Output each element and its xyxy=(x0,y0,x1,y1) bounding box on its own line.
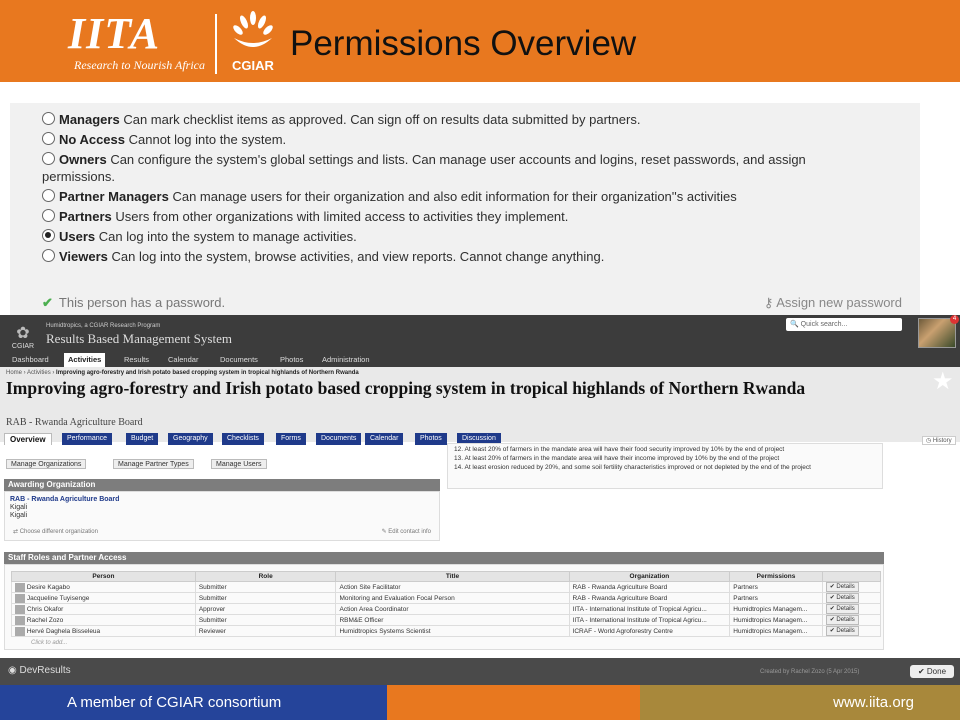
permission-role: Owners xyxy=(59,152,107,167)
tab-checklists[interactable]: Checklists xyxy=(222,433,264,445)
awarding-heading: Awarding Organization xyxy=(4,479,440,491)
column-header: Person xyxy=(12,572,196,582)
slide-footer xyxy=(0,685,960,720)
iita-logo-text: IITA xyxy=(68,9,161,58)
details-button[interactable] xyxy=(826,615,859,625)
radio-button[interactable] xyxy=(42,249,55,262)
details-label: Details xyxy=(836,617,855,623)
staff-perm: Humidtropics Managem... xyxy=(730,615,822,626)
permission-description: Users from other organizations with limited access to activities they implement. xyxy=(115,209,569,224)
details-label: Details xyxy=(836,595,855,601)
slide-header xyxy=(0,0,960,82)
table-row xyxy=(12,593,881,604)
radio-button[interactable] xyxy=(42,209,55,222)
breadcrumb-home[interactable]: Home xyxy=(6,370,23,376)
person-name[interactable]: Desire Kagabo xyxy=(26,583,70,591)
staff-person xyxy=(12,593,196,604)
person-photo xyxy=(15,605,25,614)
manage-button[interactable]: Manage Partner Types xyxy=(113,459,194,469)
quick-search-placeholder: Quick search... xyxy=(800,321,848,328)
cgiar-logo xyxy=(226,10,280,76)
app-footer xyxy=(0,658,960,685)
notification-badge[interactable]: 4 xyxy=(950,315,959,324)
person-name[interactable]: Rachel Zozo xyxy=(26,616,64,624)
permission-option[interactable] xyxy=(42,131,882,148)
permission-role: Viewers xyxy=(59,249,108,264)
staff-role: Submitter xyxy=(195,582,336,593)
radio-button[interactable] xyxy=(42,132,55,145)
checkmark-icon: ✔ xyxy=(829,628,837,634)
tab-performance[interactable]: Performance xyxy=(62,433,112,445)
app-screenshot xyxy=(0,315,960,685)
permission-option[interactable] xyxy=(42,151,882,185)
details-label: Details xyxy=(836,606,855,612)
cgiar-leaf-icon xyxy=(226,10,280,56)
radio-button[interactable] xyxy=(42,112,55,125)
staff-action xyxy=(822,626,880,637)
cgiar-mark-icon: ✿ xyxy=(16,325,30,342)
add-staff-link[interactable]: Click to add... xyxy=(31,640,68,646)
staff-role: Approver xyxy=(195,604,336,615)
permission-option[interactable] xyxy=(42,208,882,225)
key-icon: ⚷ xyxy=(763,295,777,310)
staff-org: ICRAF - World Agroforestry Centre xyxy=(569,626,730,637)
staff-person xyxy=(12,604,196,615)
permission-role: Partner Managers xyxy=(59,189,169,204)
choose-org-link[interactable] xyxy=(13,528,98,535)
details-label: Details xyxy=(836,628,855,634)
program-name: Humidtropics, a CGIAR Research Program xyxy=(46,323,161,329)
tab-calendar[interactable]: Calendar xyxy=(365,433,403,445)
created-by: Created by Rachel Zozo (5 Apr 2015) xyxy=(760,669,860,675)
app-logo xyxy=(10,323,36,350)
staff-org: RAB - Rwanda Agriculture Board xyxy=(569,593,730,604)
table-row xyxy=(12,626,881,637)
checkmark-icon: ✔ xyxy=(829,595,837,601)
staff-role: Submitter xyxy=(195,593,336,604)
search-icon: 🔍 xyxy=(790,321,801,328)
globe-icon: ◉ xyxy=(8,665,20,676)
staff-title: RBM&E Officer xyxy=(336,615,569,626)
tab-photos[interactable]: Photos xyxy=(415,433,447,445)
history-button[interactable] xyxy=(922,436,956,445)
permission-description: Can manage users for their organization and also edit information for their organization''s activities xyxy=(172,189,737,204)
edit-contact-link[interactable] xyxy=(382,528,431,535)
check-icon: ✔ xyxy=(42,295,53,310)
staff-org: IITA - International Institute of Tropical Agricu... xyxy=(569,604,730,615)
permission-role: Users xyxy=(59,229,96,244)
staff-org: IITA - International Institute of Tropical Agricu... xyxy=(569,615,730,626)
permission-description: Can log into the system, browse activities, and view reports. Cannot change anything. xyxy=(111,249,605,264)
result-item: 12. At least 20% of farmers in the mandate area will have their food security improved by 10% by the end of project xyxy=(454,446,785,453)
iita-logo xyxy=(68,8,208,78)
column-header: Permissions xyxy=(730,572,822,582)
app-title: Results Based Management System xyxy=(46,331,232,346)
staff-table xyxy=(11,571,881,637)
manage-button[interactable]: Manage Users xyxy=(211,459,267,469)
column-header: Role xyxy=(195,572,336,582)
done-button[interactable] xyxy=(910,665,954,678)
table-row xyxy=(12,582,881,593)
permission-description: Can configure the system's global settings and lists. Can manage user accounts and logins, reset passwords, and assign permissions. xyxy=(42,152,806,184)
swap-icon: ⇄ xyxy=(13,529,20,535)
staff-person xyxy=(12,626,196,637)
nav-tab-calendar[interactable]: Calendar xyxy=(168,355,199,364)
tab-geography[interactable]: Geography xyxy=(168,433,213,445)
staff-person xyxy=(12,615,196,626)
person-photo xyxy=(15,594,25,603)
assign-password-link[interactable] xyxy=(764,295,902,311)
checkmark-icon: ✔ xyxy=(829,584,837,590)
edit-contact-label: Edit contact info xyxy=(388,529,431,535)
staff-box xyxy=(4,564,884,650)
staff-role: Reviewer xyxy=(195,626,336,637)
checkmark-icon: ✔ xyxy=(917,667,927,676)
assign-password-label: Assign new password xyxy=(776,295,902,310)
table-row xyxy=(12,615,881,626)
choose-org-label: Choose different organization xyxy=(19,529,98,535)
quick-search-input[interactable] xyxy=(786,318,902,331)
tab-forms[interactable]: Forms xyxy=(276,433,306,445)
star-icon[interactable]: ★ xyxy=(932,368,954,395)
staff-action xyxy=(822,604,880,615)
breadcrumb-current: Improving agro-forestry and Irish potato based cropping system in tropical highlands of Northern Rwanda xyxy=(56,370,359,376)
awarding-city: Kigali xyxy=(10,504,28,511)
staff-header-row xyxy=(12,572,881,582)
column-header: Title xyxy=(336,572,569,582)
details-button[interactable] xyxy=(826,593,859,603)
nav-tab-documents[interactable]: Documents xyxy=(220,355,258,364)
permission-description: Can mark checklist items as approved. Can sign off on results data submitted by partners. xyxy=(123,112,641,127)
cgiar-logo-text: CGIAR xyxy=(232,58,274,73)
awarding-region: Kigali xyxy=(10,512,28,519)
staff-perm: Partners xyxy=(730,593,822,604)
radio-button[interactable] xyxy=(42,189,55,202)
column-header: Organization xyxy=(569,572,730,582)
checkmark-icon: ✔ xyxy=(829,606,837,612)
result-item: 13. At least 20% of farmers in the mandate area will have their income improved by 10% by the end of the project xyxy=(454,455,780,462)
slide-title: Permissions Overview xyxy=(290,24,637,63)
permission-option[interactable] xyxy=(42,188,882,205)
permission-role: Managers xyxy=(59,112,120,127)
details-button[interactable] xyxy=(826,582,859,592)
footer-orange-band xyxy=(387,685,640,720)
staff-table-body xyxy=(12,582,881,637)
app-logo-text: CGIAR xyxy=(11,343,35,350)
radio-button[interactable] xyxy=(42,229,55,242)
nav-tab-activities[interactable]: Activities xyxy=(64,353,105,367)
tab-overview[interactable]: Overview xyxy=(4,433,52,445)
person-photo xyxy=(15,627,25,636)
permission-option[interactable] xyxy=(42,111,882,128)
pencil-icon: ✎ xyxy=(381,529,389,535)
person-name[interactable]: Hervé Daghela Bisseleua xyxy=(26,627,101,635)
staff-action xyxy=(822,593,880,604)
breadcrumb: Home › Activities › Improving agro-forestry and Irish potato based cropping system in tropical highlands of Northern Rwanda xyxy=(6,370,359,376)
table-row xyxy=(12,604,881,615)
awarding-box xyxy=(4,491,440,541)
iita-tagline: Research to Nourish Africa xyxy=(74,58,205,72)
result-item: 14. At least erosion reduced by 20%, and some soil fertility characteristics improved or not depleted by the end of the project xyxy=(454,464,811,471)
devresults-logo xyxy=(8,665,71,676)
permission-role: Partners xyxy=(59,209,112,224)
staff-heading: Staff Roles and Partner Access xyxy=(4,552,884,564)
staff-title: Monitoring and Evaluation Focal Person xyxy=(336,593,569,604)
checkmark-icon: ✔ xyxy=(829,617,837,623)
activity-title: Improving agro-forestry and Irish potato based cropping system in tropical highlands of Northern Rwanda xyxy=(6,378,806,398)
nav-tab-administration[interactable]: Administration xyxy=(322,355,370,364)
permission-role: No Access xyxy=(59,132,125,147)
person-photo xyxy=(15,616,25,625)
details-label: Details xyxy=(836,584,855,590)
permission-description: Can log into the system to manage activities. xyxy=(98,229,357,244)
footer-consortium: A member of CGIAR consortium xyxy=(67,694,282,711)
staff-perm: Humidtropics Managem... xyxy=(730,604,822,615)
nav-tab-photos[interactable]: Photos xyxy=(280,355,304,364)
details-button[interactable] xyxy=(826,626,859,636)
nav-tab-results[interactable]: Results xyxy=(124,355,150,364)
devresults-label: DevResults xyxy=(19,665,71,676)
staff-perm: Humidtropics Managem... xyxy=(730,626,822,637)
password-status: This person has a password. xyxy=(58,295,226,310)
staff-title: Action Area Coordinator xyxy=(336,604,569,615)
breadcrumb-activities[interactable]: Activities xyxy=(27,370,51,376)
manage-button[interactable]: Manage Organizations xyxy=(6,459,86,469)
staff-org: RAB - Rwanda Agriculture Board xyxy=(569,582,730,593)
staff-action xyxy=(822,615,880,626)
awarding-org-name[interactable]: RAB - Rwanda Agriculture Board xyxy=(10,496,120,503)
radio-button[interactable] xyxy=(42,152,55,165)
staff-role: Submitter xyxy=(195,615,336,626)
tab-discussion[interactable]: Discussion xyxy=(457,433,501,445)
header-divider xyxy=(215,14,217,74)
staff-perm: Partners xyxy=(730,582,822,593)
done-label: Done xyxy=(926,667,947,676)
permissions-list xyxy=(42,111,882,268)
person-name[interactable]: Jacqueline Tuyisenge xyxy=(26,594,90,602)
activity-organization: RAB - Rwanda Agriculture Board xyxy=(6,417,143,428)
password-row xyxy=(42,295,902,311)
results-list xyxy=(447,443,883,489)
footer-website[interactable]: www.iita.org xyxy=(833,694,914,711)
permissions-panel xyxy=(10,103,920,315)
tab-documents[interactable]: Documents xyxy=(316,433,361,445)
column-header xyxy=(822,572,880,582)
person-photo xyxy=(15,583,25,592)
permission-description: Cannot log into the system. xyxy=(128,132,287,147)
nav-tab-dashboard[interactable]: Dashboard xyxy=(12,355,49,364)
permission-option[interactable] xyxy=(42,248,882,265)
permission-option[interactable] xyxy=(42,228,882,245)
staff-person xyxy=(12,582,196,593)
staff-title: Humidtropics Systems Scientist xyxy=(336,626,569,637)
tab-budget[interactable]: Budget xyxy=(126,433,158,445)
person-name[interactable]: Chris Okafor xyxy=(26,605,64,613)
clock-icon: ◷ xyxy=(926,438,933,444)
history-label: History xyxy=(932,438,952,444)
details-button[interactable] xyxy=(826,604,859,614)
app-topbar xyxy=(0,315,960,367)
staff-action xyxy=(822,582,880,593)
staff-title: Action Site Facilitator xyxy=(336,582,569,593)
